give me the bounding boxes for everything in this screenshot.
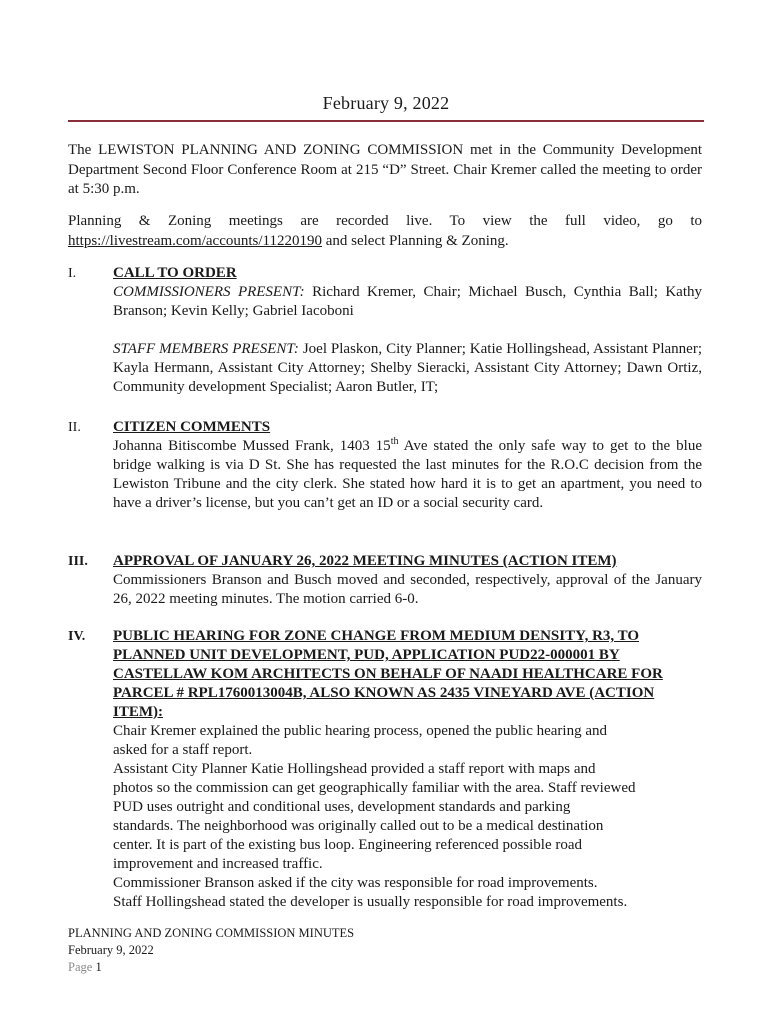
section-title: CALL TO ORDER (113, 265, 237, 281)
livestream-link[interactable]: https://livestream.com/accounts/11220190 (68, 232, 322, 249)
body-line: Commissioner Branson asked if the city was responsible for road improvements. (113, 875, 598, 891)
section-title: APPROVAL OF JANUARY 26, 2022 MEETING MINUTES (ACTION ITEM) (113, 553, 617, 569)
body-line: Chair Kremer explained the public hearing process, opened the public hearing and (113, 723, 607, 739)
section-title: CITIZEN COMMENTS (113, 419, 271, 435)
body-line: improvement and increased traffic. (113, 856, 323, 872)
body-line: Staff Hollingshead stated the developer is usually responsible for road improvements. (113, 894, 628, 910)
title-line: PUBLIC HEARING FOR ZONE CHANGE FROM MEDIUM DENSITY, R3, TO (113, 628, 640, 644)
date-heading: February 9, 2022 (322, 93, 450, 113)
intro-paragraph: The LEWISTON PLANNING AND ZONING COMMISSION met in the Community Development Department Second Floor Conference Room at 215 “D” Street. Chair Kremer called the meeting to order at 5:30 p.m. (68, 142, 702, 197)
staff-present (113, 340, 702, 397)
title-line: CASTELLAW KOM ARCHITECTS ON BEHALF OF NAADI HEALTHCARE FOR (113, 666, 663, 682)
section-title (113, 627, 702, 722)
section-numeral: IV. (68, 629, 86, 644)
hearing-body (113, 722, 702, 912)
approval-text: Commissioners Branson and Busch moved and seconded, respectively, approval of the January 26, 2022 meeting minutes. The motion carried 6-0. (113, 572, 702, 607)
staff-list: Joel Plaskon, City Planner; Katie Hollingshead, Assistant Planner; Kayla Hermann, Assistant City Attorney; Shelby Sieracki, Assistant City Attorney; Dawn Ortiz, Community development Specialist; Aaron Butler, IT; (113, 341, 702, 395)
heading-divider (68, 120, 704, 122)
title-line: PARCEL # RPL1760013004B, ALSO KNOWN AS 2435 VINEYARD AVE (ACTION (113, 685, 655, 701)
commissioners-label: COMMISSIONERS PRESENT: (113, 284, 305, 300)
body-line: center. It is part of the existing bus loop. Engineering referenced possible road (113, 837, 583, 853)
comment-text-start: Johanna Bitiscombe Mussed Frank, 1403 15 (113, 438, 391, 454)
section-numeral: III. (68, 554, 88, 569)
livestream-text: Planning & Zoning meetings are recorded live. To view the full video, go to (68, 213, 702, 229)
commissioners-list: Richard Kremer, Chair; Michael Busch, Cynthia Ball; Kathy Branson; Kevin Kelly; Gabriel Iacoboni (113, 284, 702, 319)
section-numeral: I. (68, 266, 77, 281)
section-numeral: II. (68, 420, 81, 435)
page-number: 1 (95, 960, 102, 974)
page-footer (68, 925, 354, 976)
citizen-comment-text (113, 437, 702, 513)
body-line: asked for a staff report. (113, 742, 253, 758)
ordinal-suffix: th (390, 436, 399, 447)
footer-date: February 9, 2022 (68, 943, 154, 957)
title-line: PLANNED UNIT DEVELOPMENT, PUD, APPLICATION PUD22-000001 BY (113, 647, 620, 663)
body-line: photos so the commission can get geographically familiar with the area. Staff reviewed (113, 780, 636, 796)
body-line: standards. The neighborhood was originally called out to be a medical destination (113, 818, 604, 834)
livestream-text-after: and select Planning & Zoning. (321, 232, 509, 249)
comment-text-rest: Ave stated the only safe way to get to the blue bridge walking is via D St. She has requested the last minutes for the R.O.C decision from the Lewiston Tribune and the city clerk. She stated how hard it is to get an apartment, you need to have a driver’s license, but you can’t get an ID or a social security card. (113, 438, 702, 511)
livestream-paragraph (68, 212, 702, 251)
commissioners-present (113, 283, 702, 321)
body-line: Assistant City Planner Katie Hollingshead provided a staff report with maps and (113, 761, 596, 777)
title-line: ITEM): (113, 704, 163, 720)
footer-page (68, 959, 354, 976)
footer-title: PLANNING AND ZONING COMMISSION MINUTES (68, 926, 355, 940)
staff-label: STAFF MEMBERS PRESENT: (113, 341, 299, 357)
body-line: PUD uses outright and conditional uses, development standards and parking (113, 799, 571, 815)
page-label: Page (68, 960, 96, 974)
